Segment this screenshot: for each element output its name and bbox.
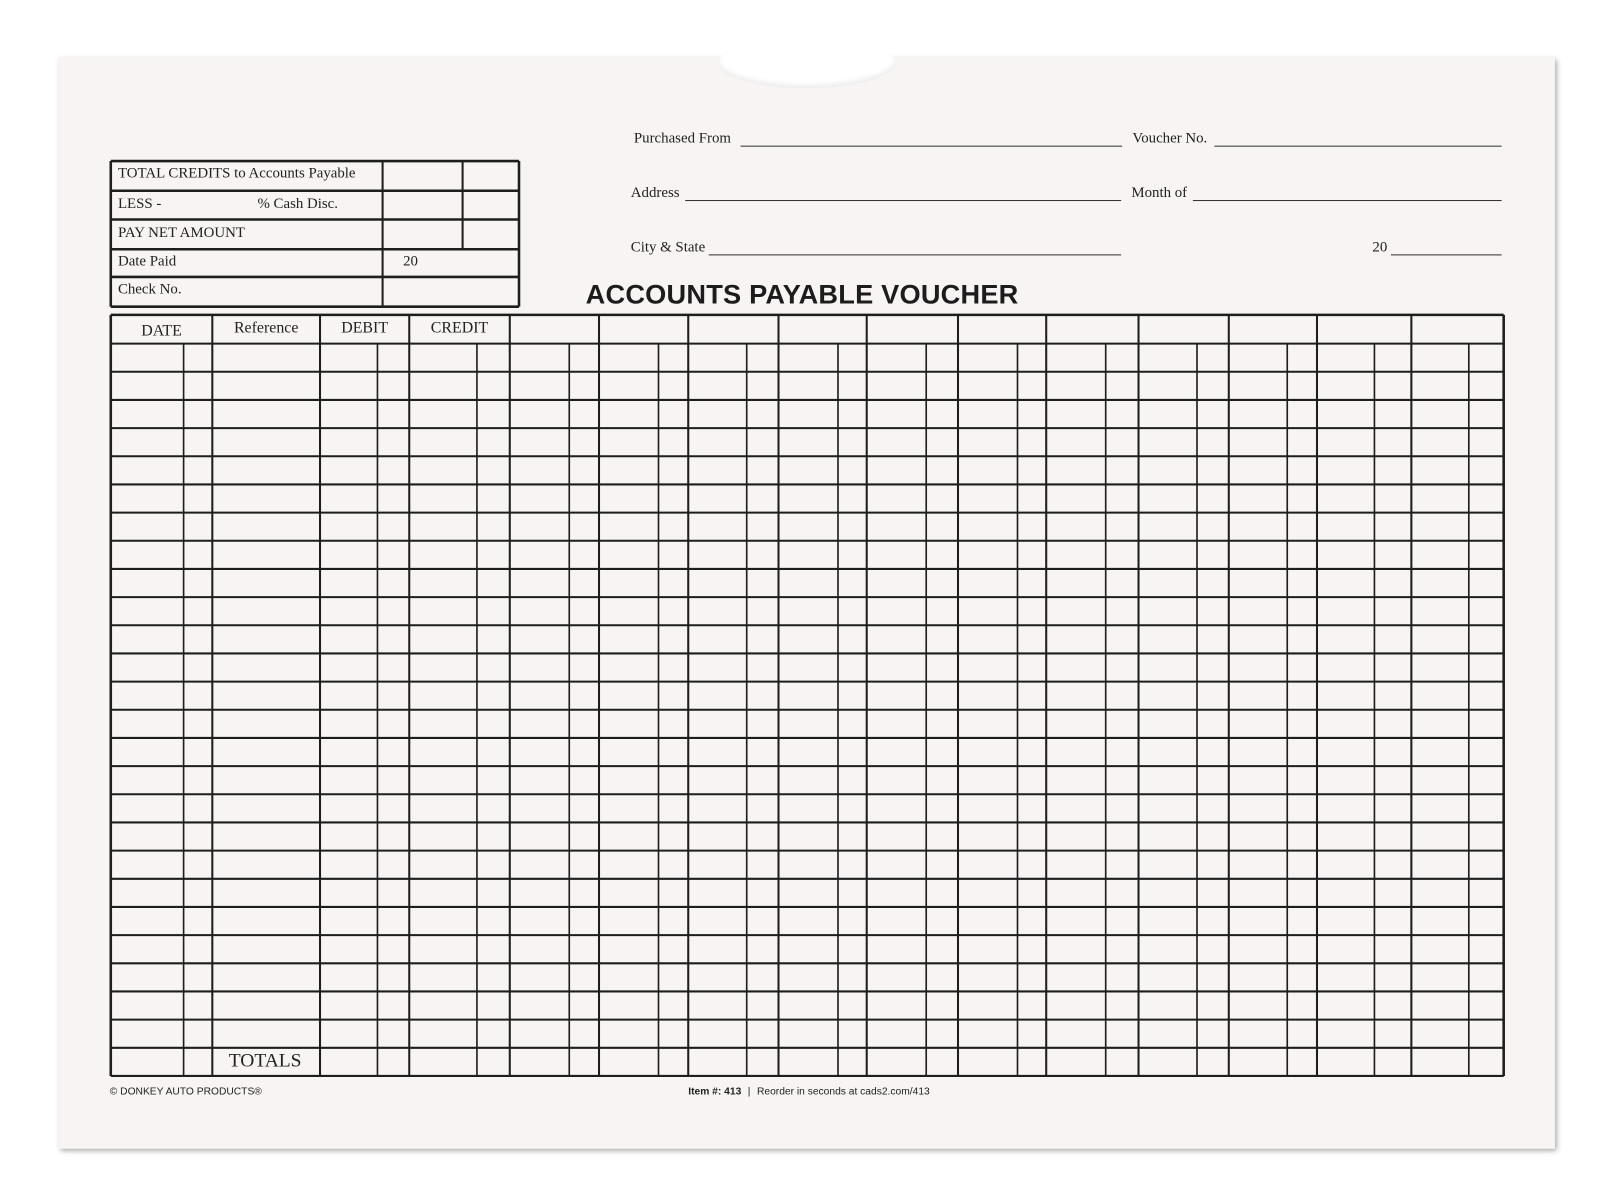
summary-label-total-credits: TOTAL CREDITS to Accounts Payable	[117, 165, 356, 182]
month-of-label: Month of	[1131, 184, 1188, 202]
column-header: DEBIT	[341, 318, 389, 337]
page-title: ACCOUNTS PAYABLE VOUCHER	[585, 278, 1019, 310]
brand-logo: © DONKEY AUTO PRODUCTS®	[109, 1086, 262, 1098]
totals-label: TOTALS	[228, 1050, 302, 1072]
separator: |	[747, 1086, 751, 1098]
column-header: CREDIT	[430, 318, 489, 337]
summary-label-pay-net: PAY NET AMOUNT	[117, 224, 245, 242]
summary-label-date-paid: Date Paid	[117, 253, 177, 270]
column-header: DATE	[141, 322, 182, 340]
purchased-from-label: Purchased From	[633, 130, 731, 147]
summary-label-check-no: Check No.	[117, 281, 182, 298]
year-prefix-label: 20	[1372, 238, 1388, 256]
summary-label-cash-disc: % Cash Disc.	[257, 195, 339, 213]
reorder-text: Reorder in seconds at cads2.com/413	[756, 1086, 930, 1098]
item-number: Item #: 413	[688, 1086, 742, 1098]
column-header: Reference	[233, 318, 299, 337]
city-state-label: City & State	[630, 238, 706, 256]
date-paid-year-prefix: 20	[403, 253, 418, 270]
address-label: Address	[630, 184, 680, 202]
voucher-no-label: Voucher No.	[1132, 130, 1208, 147]
summary-label-less: LESS -	[117, 195, 162, 213]
